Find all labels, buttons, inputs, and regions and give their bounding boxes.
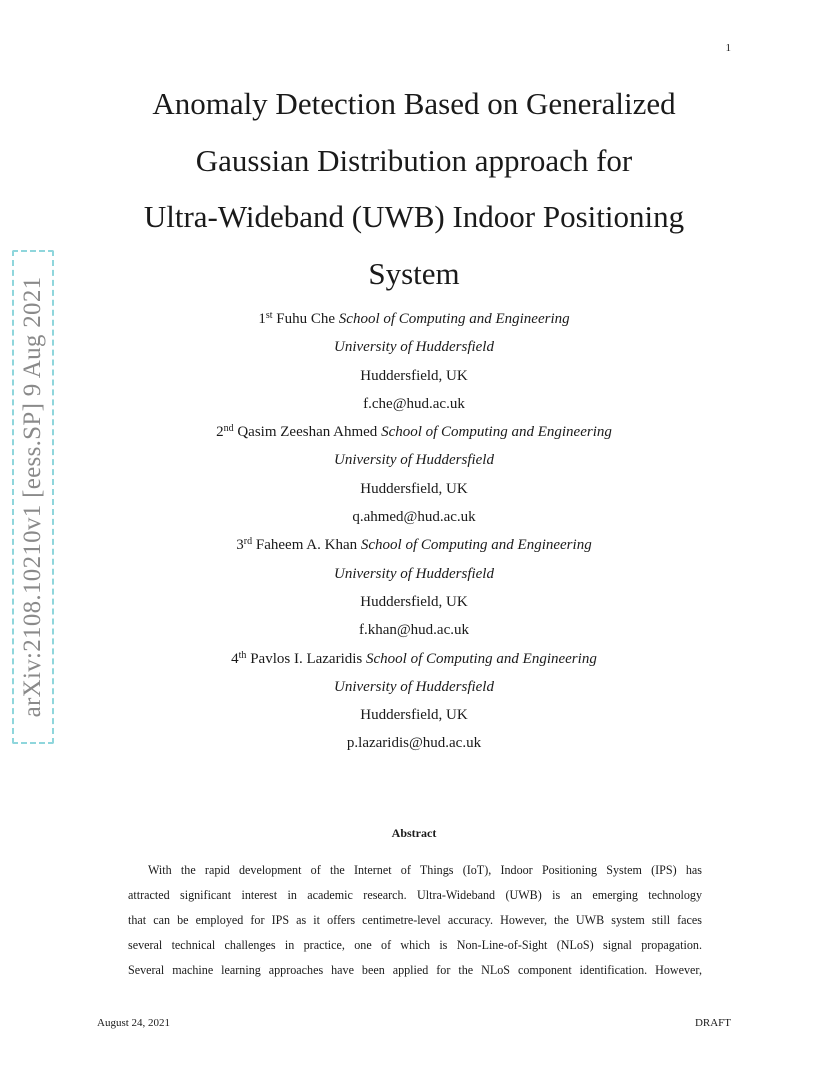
arxiv-identifier-text: arXiv:2108.10210v1 [eess.SP] 9 Aug 2021 <box>19 276 46 718</box>
author-name: Fuhu Che <box>276 311 336 327</box>
author-ordinal-suffix: rd <box>243 536 253 548</box>
paper-title-line: Gaussian Distribution approach for <box>195 142 633 178</box>
author-ordinal-suffix: nd <box>223 423 234 435</box>
footer-draft-label: DRAFT <box>694 1017 731 1029</box>
author-university: University of Huddersfield <box>334 565 494 582</box>
author-name-line <box>60 531 768 559</box>
paper-title-line: Anomaly Detection Based on Generalized <box>152 86 676 121</box>
abstract-heading: Abstract <box>391 826 437 840</box>
arxiv-identifier-stamp <box>12 250 54 744</box>
author-ordinal: 4 <box>231 650 239 667</box>
author-school: School of Computing and Engineering <box>366 650 597 667</box>
author-name: Faheem A. Khan <box>255 537 358 554</box>
author-ordinal-suffix: th <box>238 649 247 661</box>
abstract-line: that can be employed for IPS as it offers centimetre-level accuracy. However, the UWB system still faces <box>128 913 702 928</box>
author-name: Pavlos I. Lazaridis <box>250 650 363 667</box>
author-email: p.lazaridis@hud.ac.uk <box>346 735 482 752</box>
author-school: School of Computing and Engineering <box>360 537 592 554</box>
author-ordinal: 2 <box>216 424 224 441</box>
author-university: University of Huddersfield <box>334 339 494 356</box>
page-number: 1 <box>725 42 731 54</box>
paper-title-line: System <box>368 255 460 291</box>
author-name-line <box>60 645 768 673</box>
author-ordinal: 3 <box>236 537 244 554</box>
abstract-line: several technical challenges in practice, one of which is Non-Line-of-Sight (NLoS) signal propagation. <box>128 938 702 953</box>
author-block <box>60 418 768 531</box>
author-school: School of Computing and Engineering <box>381 424 612 441</box>
author-location: Huddersfield, UK <box>360 707 468 724</box>
author-location: Huddersfield, UK <box>360 367 468 384</box>
author-name: Qasim Zeeshan Ahmed <box>237 424 378 441</box>
author-ordinal-suffix: st <box>265 310 273 321</box>
abstract-line: Several machine learning approaches have been applied for the NLoS component identification. However, <box>128 963 702 978</box>
abstract-line: With the rapid development of the Internet of Things (IoT), Indoor Positioning System (IPS) has <box>148 863 702 877</box>
author-block <box>60 305 768 418</box>
author-email: f.khan@hud.ac.uk <box>358 622 470 639</box>
footer-date: August 24, 2021 <box>97 1017 171 1029</box>
author-school: School of Computing and Engineering <box>338 311 570 327</box>
author-list <box>60 305 768 758</box>
author-location: Huddersfield, UK <box>360 593 468 610</box>
abstract-line: attracted significant interest in academic research. Ultra-Wideband (UWB) is an emerging technology <box>128 888 702 903</box>
abstract-body <box>128 858 702 983</box>
author-location: Huddersfield, UK <box>360 480 468 497</box>
author-ordinal: 1 <box>258 311 266 327</box>
author-block <box>60 531 768 644</box>
author-email: q.ahmed@hud.ac.uk <box>352 509 476 526</box>
author-university: University of Huddersfield <box>334 452 494 469</box>
paper-title <box>60 76 768 302</box>
author-block <box>60 645 768 758</box>
paper-title-line: Ultra-Wideband (UWB) Indoor Positioning <box>143 199 685 234</box>
author-name-line <box>60 305 768 333</box>
author-name-line <box>60 418 768 446</box>
author-email: f.che@hud.ac.uk <box>363 395 465 412</box>
author-university: University of Huddersfield <box>334 678 494 695</box>
